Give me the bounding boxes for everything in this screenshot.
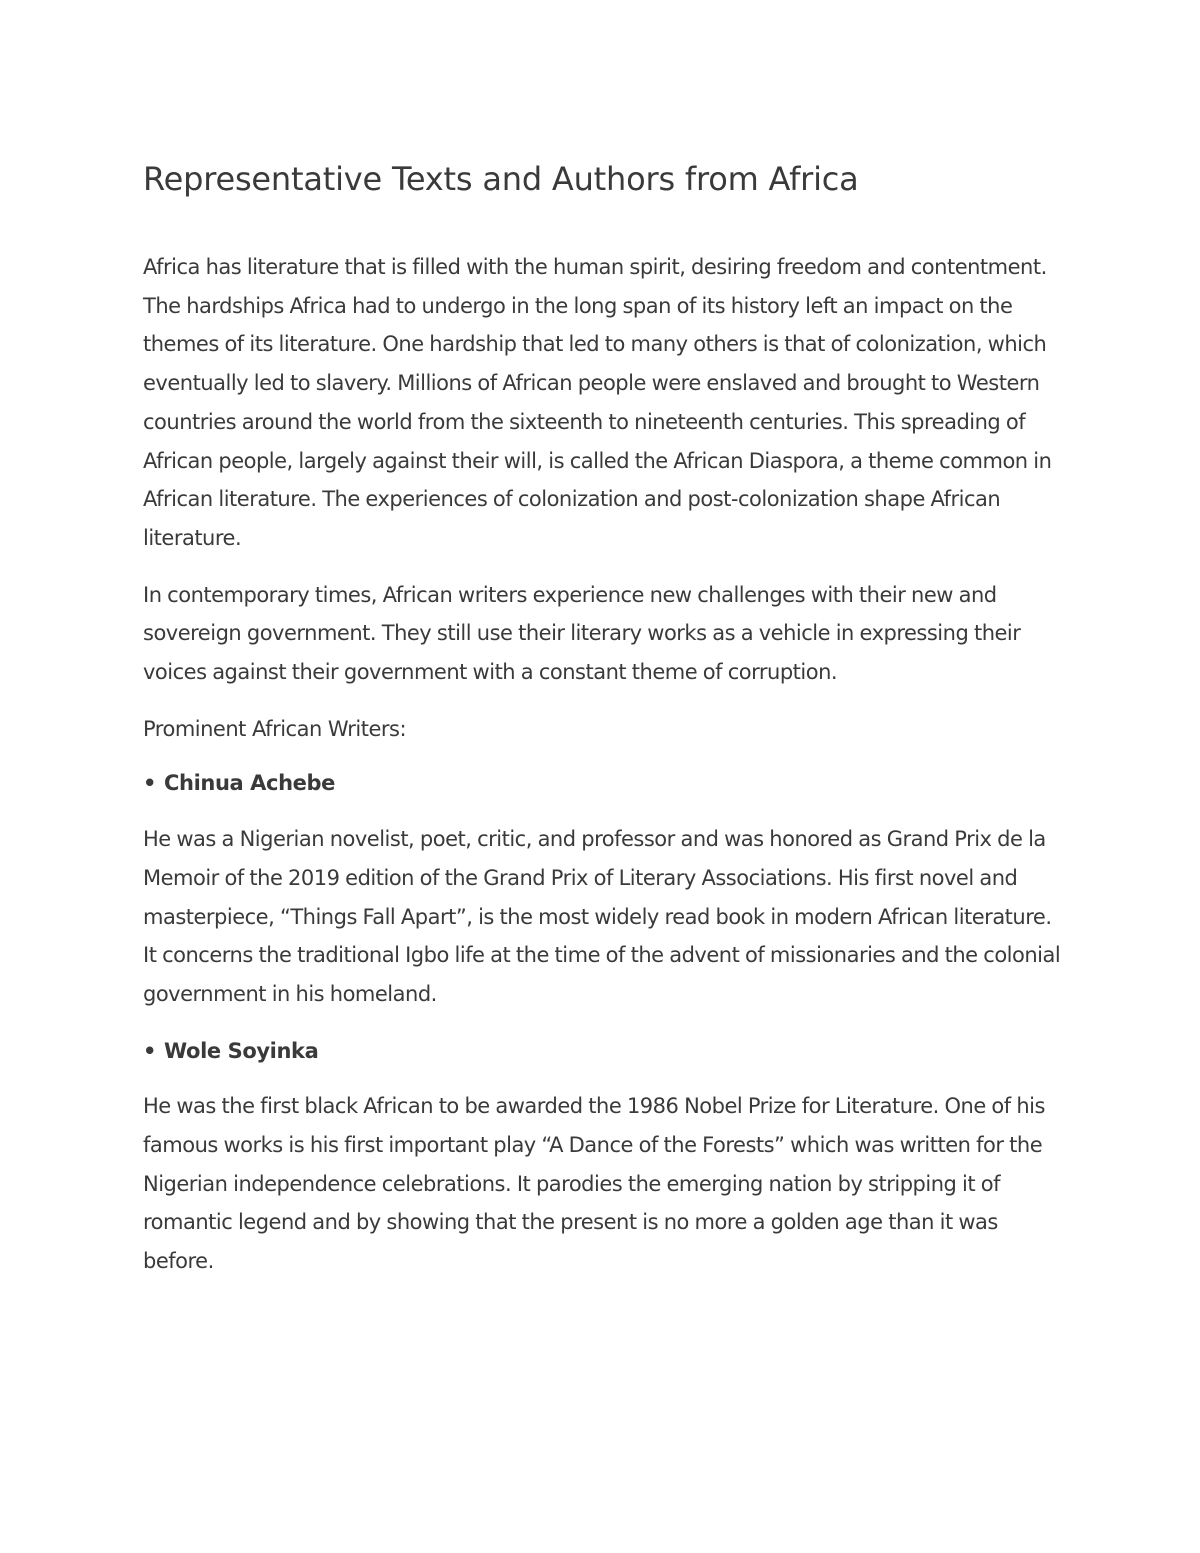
writer-name-label: Chinua Achebe	[164, 771, 335, 796]
bullet-icon: •	[143, 771, 157, 796]
writers-heading: Prominent African Writers:	[143, 716, 407, 741]
document-page	[143, 158, 1068, 1299]
bullet-icon: •	[143, 1038, 157, 1063]
writer-description-soyinka: He was the first black African to be awarded the 1986 Nobel Prize for Literature. One of his famous works is his first important play “A Dance of the Forests” which was written for the Nigerian independence celebrations. It parodies the emerging nation by stripping it of romantic legend and by showing that the present is no more a golden age than it was before.	[143, 1094, 1045, 1274]
document-title: Representative Texts and Authors from Africa	[143, 160, 859, 198]
writer-name-soyinka	[143, 1032, 1068, 1071]
intro-paragraph: Africa has literature that is filled with the human spirit, desiring freedom and contentment. The hardships Africa had to undergo in the long span of its history left an impact on the themes of its literature. One hardship that led to many others is that of colonization, which eventually led to slavery. Millions of African people were enslaved and brought to Western countries around the world from the sixteenth to nineteenth centuries. This spreading of African people, largely against their will, is called the African Diaspora, a theme common in African literature. The experiences of colonization and post-colonization shape African literature.	[143, 255, 1052, 550]
contemporary-paragraph: In contemporary times, African writers experience new challenges with their new and sovereign government. They still use their literary works as a vehicle in expressing their voices against their government with a constant theme of corruption.	[143, 582, 1021, 685]
writer-name-achebe	[143, 764, 1068, 803]
writer-description-achebe: He was a Nigerian novelist, poet, critic, and professor and was honored as Grand Prix de la Memoir of the 2019 edition of the Grand Prix of Literary Associations. His first novel and masterpiece, “Things Fall Apart”, is the most widely read book in modern African literature. It concerns the traditional Igbo life at the time of the advent of missionaries and the colonial government in his homeland.	[143, 827, 1061, 1006]
writer-name-label: Wole Soyinka	[164, 1038, 319, 1063]
